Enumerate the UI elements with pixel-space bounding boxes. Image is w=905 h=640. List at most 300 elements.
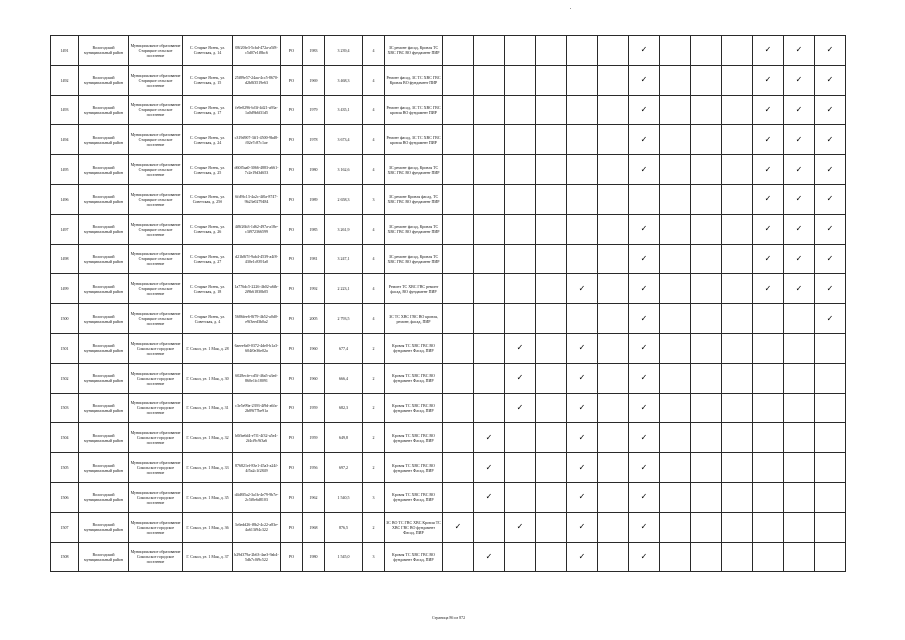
work-type-cell bbox=[784, 95, 815, 125]
work-type-cell bbox=[815, 304, 846, 334]
work-type-cell bbox=[660, 482, 691, 512]
checkmark-icon: ✓ bbox=[826, 283, 834, 293]
works-cell: ЗС ремонт фасад, Кровля ТС ХВС ГВС ВО фундамент ПИР bbox=[385, 244, 443, 274]
work-type-cell bbox=[443, 155, 474, 185]
work-type-cell bbox=[660, 65, 691, 95]
row-number: 1495 bbox=[51, 155, 79, 185]
work-type-cell bbox=[598, 214, 629, 244]
checkmark-icon: ✓ bbox=[516, 402, 524, 412]
work-type-cell bbox=[629, 184, 660, 214]
work-type-cell bbox=[598, 304, 629, 334]
settlement-cell: Муниципальное образование Старицкое сельское поселение bbox=[129, 65, 183, 95]
settlement-cell: Муниципальное образование Сокольское городское поселение bbox=[129, 423, 183, 453]
work-type-cell bbox=[536, 214, 567, 244]
type-cell: РО bbox=[281, 304, 303, 334]
work-type-cell bbox=[536, 393, 567, 423]
work-type-cell bbox=[505, 333, 536, 363]
work-type-cell bbox=[443, 65, 474, 95]
district-cell: Вологодский муниципальный район bbox=[79, 453, 129, 483]
work-type-cell bbox=[660, 453, 691, 483]
checkmark-icon: ✓ bbox=[640, 373, 648, 383]
checkmark-icon: ✓ bbox=[795, 164, 803, 174]
work-type-cell bbox=[691, 155, 722, 185]
table-row bbox=[51, 542, 846, 572]
work-type-cell bbox=[753, 214, 784, 244]
work-type-cell bbox=[722, 363, 753, 393]
type-cell: РО bbox=[281, 482, 303, 512]
year-cell: 1981 bbox=[303, 244, 325, 274]
work-type-cell bbox=[505, 184, 536, 214]
district-cell: Вологодский муниципальный район bbox=[79, 304, 129, 334]
checkmark-icon: ✓ bbox=[764, 104, 772, 114]
work-type-cell bbox=[598, 244, 629, 274]
house-code-cell: b29d379a-2b63-4ae3-9ab4-5db7c0f9c522 bbox=[233, 542, 281, 572]
work-type-cell bbox=[567, 244, 598, 274]
type-cell: РО bbox=[281, 214, 303, 244]
works-cell: ЗС ремонт Кровля фасад, ТС ХВС ГВС ВО фундамент ПИР bbox=[385, 184, 443, 214]
work-type-cell bbox=[753, 95, 784, 125]
work-type-cell bbox=[660, 244, 691, 274]
work-type-cell bbox=[443, 453, 474, 483]
work-type-cell bbox=[474, 542, 505, 572]
works-cell: Ремонт фасад, ЗС ТС ХВС ГВС Кровля ВО фундамент ПИР bbox=[385, 65, 443, 95]
checkmark-icon: ✓ bbox=[764, 224, 772, 234]
work-type-cell bbox=[815, 363, 846, 393]
work-type-cell bbox=[815, 512, 846, 542]
work-type-cell bbox=[815, 244, 846, 274]
area-cell: 3 162,6 bbox=[325, 155, 363, 185]
work-type-cell bbox=[505, 125, 536, 155]
work-type-cell bbox=[784, 363, 815, 393]
work-type-cell bbox=[691, 453, 722, 483]
work-type-cell bbox=[629, 95, 660, 125]
work-type-cell bbox=[691, 512, 722, 542]
work-type-cell bbox=[474, 333, 505, 363]
work-type-cell bbox=[660, 512, 691, 542]
work-type-cell bbox=[505, 542, 536, 572]
work-type-cell bbox=[815, 423, 846, 453]
checkmark-icon: ✓ bbox=[516, 343, 524, 353]
floors-cell: 4 bbox=[363, 214, 385, 244]
settlement-cell: Муниципальное образование Сокольское городское поселение bbox=[129, 363, 183, 393]
house-code-cell: d4d8f5a2-3a1b-4e79-9b7e-2c5f0e6d8103 bbox=[233, 482, 281, 512]
work-type-cell bbox=[722, 453, 753, 483]
address-cell: С. Старые Ясень, ул. Советская, д. 25 bbox=[183, 155, 233, 185]
work-type-cell bbox=[629, 453, 660, 483]
works-cell: ЗС ремонт фасад, Кровля ТС ХВС ГВС ВО фундамент ПИР bbox=[385, 155, 443, 185]
work-type-cell bbox=[660, 95, 691, 125]
work-type-cell bbox=[443, 304, 474, 334]
work-type-cell bbox=[815, 155, 846, 185]
district-cell: Вологодский муниципальный район bbox=[79, 542, 129, 572]
work-type-cell bbox=[505, 36, 536, 66]
work-type-cell bbox=[691, 304, 722, 334]
row-number: 1505 bbox=[51, 453, 79, 483]
work-type-cell bbox=[691, 214, 722, 244]
work-type-cell bbox=[784, 453, 815, 483]
year-cell: 2005 bbox=[303, 304, 325, 334]
work-type-cell bbox=[722, 542, 753, 572]
checkmark-icon: ✓ bbox=[640, 45, 648, 55]
settlement-cell: Муниципальное образование Старицкое сельское поселение bbox=[129, 214, 183, 244]
work-type-cell bbox=[629, 482, 660, 512]
row-number: 1491 bbox=[51, 36, 79, 66]
address-cell: Г. Сокол, ул. 1 Мая, д. 37 bbox=[183, 542, 233, 572]
work-type-cell bbox=[722, 512, 753, 542]
district-cell: Вологодский муниципальный район bbox=[79, 393, 129, 423]
work-type-cell bbox=[629, 65, 660, 95]
checkmark-icon: ✓ bbox=[795, 134, 803, 144]
work-type-cell bbox=[784, 214, 815, 244]
floors-cell: 4 bbox=[363, 244, 385, 274]
checkmark-icon: ✓ bbox=[826, 194, 834, 204]
work-type-cell bbox=[815, 453, 846, 483]
row-number: 1492 bbox=[51, 65, 79, 95]
settlement-cell: Муниципальное образование Сокольское городское поселение bbox=[129, 542, 183, 572]
work-type-cell bbox=[567, 36, 598, 66]
area-cell: 3 247,1 bbox=[325, 244, 363, 274]
year-cell: 1980 bbox=[303, 542, 325, 572]
checkmark-icon: ✓ bbox=[578, 551, 586, 561]
works-cell: Кровля ТС ХВС ГВС ВО фундамент Фасад, ПИР bbox=[385, 333, 443, 363]
checkmark-icon: ✓ bbox=[795, 253, 803, 263]
work-type-cell bbox=[660, 423, 691, 453]
settlement-cell: Муниципальное образование Старицкое сельское поселение bbox=[129, 36, 183, 66]
work-type-cell bbox=[722, 333, 753, 363]
work-type-cell bbox=[691, 184, 722, 214]
work-type-cell bbox=[722, 274, 753, 304]
page-footer: Страница 86 из 872 bbox=[432, 615, 466, 620]
house-code-cell: c319d907-3ff1-4500-9bd8-f02e7c87c1ae bbox=[233, 125, 281, 155]
floors-cell: 4 bbox=[363, 125, 385, 155]
district-cell: Вологодский муниципальный район bbox=[79, 155, 129, 185]
type-cell: РО bbox=[281, 393, 303, 423]
work-type-cell bbox=[474, 244, 505, 274]
work-type-cell bbox=[474, 184, 505, 214]
year-cell: 1969 bbox=[303, 65, 325, 95]
address-cell: Г. Сокол, ул. 1 Мая, д. 33 bbox=[183, 453, 233, 483]
checkmark-icon: ✓ bbox=[795, 75, 803, 85]
work-type-cell bbox=[474, 65, 505, 95]
work-type-cell bbox=[660, 393, 691, 423]
type-cell: РО bbox=[281, 363, 303, 393]
checkmark-icon: ✓ bbox=[826, 224, 834, 234]
address-cell: С. Старые Ясень, ул. Советская, д. 26 bbox=[183, 214, 233, 244]
type-cell: РО bbox=[281, 125, 303, 155]
work-type-cell bbox=[753, 274, 784, 304]
work-type-cell bbox=[567, 453, 598, 483]
checkmark-icon: ✓ bbox=[640, 283, 648, 293]
work-type-cell bbox=[474, 214, 505, 244]
district-cell: Вологодский муниципальный район bbox=[79, 95, 129, 125]
work-type-cell bbox=[660, 304, 691, 334]
work-type-cell bbox=[784, 36, 815, 66]
work-type-cell bbox=[536, 36, 567, 66]
work-type-cell bbox=[443, 184, 474, 214]
works-cell: Кровля ТС ХВС ГВС ВО фундамент Фасад, ПИР bbox=[385, 482, 443, 512]
work-type-cell bbox=[753, 542, 784, 572]
work-type-cell bbox=[753, 125, 784, 155]
work-type-cell bbox=[815, 65, 846, 95]
house-code-cell: 25f89e57-24aa-4cc5-8670-d2b8f3519e63 bbox=[233, 65, 281, 95]
work-type-cell bbox=[691, 393, 722, 423]
year-cell: 1959 bbox=[303, 423, 325, 453]
table-row bbox=[51, 482, 846, 512]
row-number: 1494 bbox=[51, 125, 79, 155]
address-cell: Г. Сокол, ул. 1 Мая, д. 28 bbox=[183, 333, 233, 363]
settlement-cell: Муниципальное образование Сокольское городское поселение bbox=[129, 512, 183, 542]
district-cell: Вологодский муниципальный район bbox=[79, 65, 129, 95]
year-cell: 1980 bbox=[303, 155, 325, 185]
work-type-cell bbox=[567, 363, 598, 393]
table-row bbox=[51, 184, 846, 214]
floors-cell: 4 bbox=[363, 274, 385, 304]
work-type-cell bbox=[536, 453, 567, 483]
floors-cell: 3 bbox=[363, 482, 385, 512]
work-type-cell bbox=[474, 36, 505, 66]
works-cell: Ремонт ТС ХВС ГВС ремонт фасад, ВО фундамент ПИР bbox=[385, 274, 443, 304]
checkmark-icon: ✓ bbox=[640, 462, 648, 472]
work-type-cell bbox=[784, 333, 815, 363]
work-type-cell bbox=[722, 36, 753, 66]
checkmark-icon: ✓ bbox=[764, 253, 772, 263]
work-type-cell bbox=[660, 274, 691, 304]
work-type-cell bbox=[629, 393, 660, 423]
type-cell: РО bbox=[281, 453, 303, 483]
checkmark-icon: ✓ bbox=[578, 402, 586, 412]
house-code-cell: b0fbe6d4-e7f1-4f32-a5e4-2f4cf9c9f3a6 bbox=[233, 423, 281, 453]
year-cell: 1992 bbox=[303, 274, 325, 304]
work-type-cell bbox=[598, 125, 629, 155]
work-type-cell bbox=[629, 155, 660, 185]
work-type-cell bbox=[505, 95, 536, 125]
district-cell: Вологодский муниципальный район bbox=[79, 125, 129, 155]
work-type-cell bbox=[474, 304, 505, 334]
district-cell: Вологодский муниципальный район bbox=[79, 363, 129, 393]
checkmark-icon: ✓ bbox=[640, 551, 648, 561]
work-type-cell bbox=[567, 542, 598, 572]
work-type-cell bbox=[443, 542, 474, 572]
work-type-cell bbox=[536, 244, 567, 274]
house-code-cell: 3c6edd26-f8b2-4c22-a83e-4a613f94c322 bbox=[233, 512, 281, 542]
work-type-cell bbox=[536, 333, 567, 363]
work-type-cell bbox=[815, 184, 846, 214]
type-cell: РО bbox=[281, 244, 303, 274]
work-type-cell bbox=[784, 512, 815, 542]
checkmark-icon: ✓ bbox=[516, 373, 524, 383]
work-type-cell bbox=[815, 214, 846, 244]
address-cell: С. Старые Ясень, ул. Советская, д. 24 bbox=[183, 125, 233, 155]
work-type-cell bbox=[443, 36, 474, 66]
work-type-cell bbox=[474, 512, 505, 542]
work-type-cell bbox=[598, 542, 629, 572]
address-cell: Г. Сокол, ул. 1 Мая, д. 31 bbox=[183, 393, 233, 423]
work-type-cell bbox=[784, 393, 815, 423]
work-type-cell bbox=[567, 512, 598, 542]
address-cell: С. Старые Ясень, ул. Советская, д. 15 bbox=[183, 65, 233, 95]
work-type-cell bbox=[660, 125, 691, 155]
work-type-cell bbox=[753, 482, 784, 512]
work-type-cell bbox=[815, 36, 846, 66]
district-cell: Вологодский муниципальный район bbox=[79, 274, 129, 304]
work-type-cell bbox=[784, 155, 815, 185]
table-row bbox=[51, 274, 846, 304]
work-type-cell bbox=[536, 512, 567, 542]
address-cell: Г. Сокол, ул. 1 Мая, д. 35 bbox=[183, 482, 233, 512]
works-cell: ЗС ремонт фасад, Кровля ТС ХВС ГВС ВО фундамент ПИР bbox=[385, 214, 443, 244]
work-type-cell bbox=[722, 65, 753, 95]
settlement-cell: Муниципальное образование Сокольское городское поселение bbox=[129, 482, 183, 512]
work-type-cell bbox=[443, 423, 474, 453]
area-cell: 677,4 bbox=[325, 333, 363, 363]
house-code-cell: 876821ef-83e1-45a3-a24f-4f5a2c1f2849 bbox=[233, 453, 281, 483]
work-type-cell bbox=[753, 155, 784, 185]
work-type-cell bbox=[660, 542, 691, 572]
work-type-cell bbox=[443, 214, 474, 244]
house-code-cell: 1a776dc5-2226-4b02-a6fb-2f9b61830b05 bbox=[233, 274, 281, 304]
floors-cell: 3 bbox=[363, 184, 385, 214]
work-type-cell bbox=[536, 542, 567, 572]
work-type-cell bbox=[505, 423, 536, 453]
type-cell: РО bbox=[281, 95, 303, 125]
work-type-cell bbox=[753, 512, 784, 542]
checkmark-icon: ✓ bbox=[640, 253, 648, 263]
address-cell: Г. Сокол, ул. 1 Мая, д. 30 bbox=[183, 363, 233, 393]
address-cell: Г. Сокол, ул. 1 Мая, д. 32 bbox=[183, 423, 233, 453]
area-cell: 3 261,9 bbox=[325, 214, 363, 244]
work-type-cell bbox=[536, 155, 567, 185]
work-type-cell bbox=[505, 244, 536, 274]
work-type-cell bbox=[598, 423, 629, 453]
work-type-cell bbox=[598, 482, 629, 512]
row-number: 1507 bbox=[51, 512, 79, 542]
row-number: 1498 bbox=[51, 244, 79, 274]
work-type-cell bbox=[443, 274, 474, 304]
house-code-cell: 5686fee6-8f79-4b52-a0d0-e9f3eed3b0a2 bbox=[233, 304, 281, 334]
work-type-cell bbox=[598, 65, 629, 95]
district-cell: Вологодский муниципальный район bbox=[79, 482, 129, 512]
table-row bbox=[51, 214, 846, 244]
work-type-cell bbox=[474, 423, 505, 453]
work-type-cell bbox=[443, 244, 474, 274]
work-type-cell bbox=[784, 423, 815, 453]
works-cell: ЗС ремонт фасад, Кровля ТС ХВС ГВС ВО фундамент ПИР bbox=[385, 36, 443, 66]
house-code-cell: c3e5e99a-2393-4f9d-a6fa-2b89f77be91a bbox=[233, 393, 281, 423]
floors-cell: 4 bbox=[363, 65, 385, 95]
table-row bbox=[51, 36, 846, 66]
work-type-cell bbox=[753, 393, 784, 423]
work-type-cell bbox=[660, 36, 691, 66]
work-type-cell bbox=[660, 214, 691, 244]
type-cell: РО bbox=[281, 542, 303, 572]
settlement-cell: Муниципальное образование Сокольское городское поселение bbox=[129, 333, 183, 363]
table-row bbox=[51, 512, 846, 542]
work-type-cell bbox=[598, 363, 629, 393]
work-type-cell bbox=[784, 184, 815, 214]
type-cell: РО bbox=[281, 333, 303, 363]
work-type-cell bbox=[505, 65, 536, 95]
work-type-cell bbox=[753, 65, 784, 95]
house-code-cell: d60f5aa0-3066-4883-a661-7c2e19d3d653 bbox=[233, 155, 281, 185]
house-code-cell: d21b8f7f-9ab4-4539-a4f8-430e1c8391a0 bbox=[233, 244, 281, 274]
checkmark-icon: ✓ bbox=[640, 104, 648, 114]
type-cell: РО bbox=[281, 184, 303, 214]
works-cell: Кровля ТС ХВС ГВС ВО фундамент Фасад, ПИР bbox=[385, 423, 443, 453]
work-type-cell bbox=[753, 333, 784, 363]
work-type-cell bbox=[505, 512, 536, 542]
work-type-cell bbox=[722, 155, 753, 185]
checkmark-icon: ✓ bbox=[516, 522, 524, 532]
house-code-cell: fe9e0296-bf3f-4d21-a93a-1a0d9b6f31d5 bbox=[233, 95, 281, 125]
checkmark-icon: ✓ bbox=[826, 164, 834, 174]
row-number: 1501 bbox=[51, 333, 79, 363]
work-type-cell bbox=[629, 363, 660, 393]
checkmark-icon: ✓ bbox=[485, 492, 493, 502]
checkmark-icon: ✓ bbox=[764, 164, 772, 174]
checkmark-icon: ✓ bbox=[826, 134, 834, 144]
settlement-cell: Муниципальное образование Старицкое сельское поселение bbox=[129, 184, 183, 214]
settlement-cell: Муниципальное образование Сокольское городское поселение bbox=[129, 453, 183, 483]
work-type-cell bbox=[753, 423, 784, 453]
row-number: 1503 bbox=[51, 393, 79, 423]
work-type-cell bbox=[753, 304, 784, 334]
area-cell: 3 239,4 bbox=[325, 36, 363, 66]
area-cell: 2 658,3 bbox=[325, 184, 363, 214]
area-cell: 3 468,3 bbox=[325, 65, 363, 95]
area-cell: 682,3 bbox=[325, 393, 363, 423]
work-type-cell bbox=[474, 155, 505, 185]
work-type-cell bbox=[536, 363, 567, 393]
works-cell: Кровля ТС ХВС ГВС ВО фундамент Фасад, ПИР bbox=[385, 393, 443, 423]
work-type-cell bbox=[505, 214, 536, 244]
house-code-cell: 4f8f26b3-1d62-497a-a18e-c3f972366599 bbox=[233, 214, 281, 244]
floors-cell: 3 bbox=[363, 542, 385, 572]
work-type-cell bbox=[443, 125, 474, 155]
year-cell: 1960 bbox=[303, 363, 325, 393]
area-cell: 649,8 bbox=[325, 423, 363, 453]
work-type-cell bbox=[536, 184, 567, 214]
table-row bbox=[51, 393, 846, 423]
work-type-cell bbox=[753, 363, 784, 393]
settlement-cell: Муниципальное образование Старицкое сельское поселение bbox=[129, 155, 183, 185]
row-number: 1499 bbox=[51, 274, 79, 304]
settlement-cell: Муниципальное образование Старицкое сельское поселение bbox=[129, 304, 183, 334]
checkmark-icon: ✓ bbox=[454, 522, 462, 532]
floors-cell: 2 bbox=[363, 453, 385, 483]
works-cell: ЗС ВО ТС ГВС ХВС Кровля ТС ХВС ГВС ВО фундамент Фасад, ПИР bbox=[385, 512, 443, 542]
work-type-cell bbox=[536, 65, 567, 95]
area-cell: 666,4 bbox=[325, 363, 363, 393]
work-type-cell bbox=[536, 125, 567, 155]
work-type-cell bbox=[691, 363, 722, 393]
work-type-cell bbox=[629, 423, 660, 453]
work-type-cell bbox=[474, 95, 505, 125]
work-type-cell bbox=[536, 482, 567, 512]
house-code-cell: 6fd9fc13-4a2c-4f0a-8747-9b23e0279484 bbox=[233, 184, 281, 214]
work-type-cell bbox=[691, 125, 722, 155]
work-type-cell bbox=[629, 244, 660, 274]
work-type-cell bbox=[629, 125, 660, 155]
scan-speck bbox=[570, 8, 571, 9]
type-cell: РО bbox=[281, 155, 303, 185]
checkmark-icon: ✓ bbox=[640, 134, 648, 144]
work-type-cell bbox=[660, 184, 691, 214]
work-type-cell bbox=[629, 36, 660, 66]
work-type-cell bbox=[753, 36, 784, 66]
checkmark-icon: ✓ bbox=[640, 224, 648, 234]
work-type-cell bbox=[815, 95, 846, 125]
checkmark-icon: ✓ bbox=[826, 104, 834, 114]
